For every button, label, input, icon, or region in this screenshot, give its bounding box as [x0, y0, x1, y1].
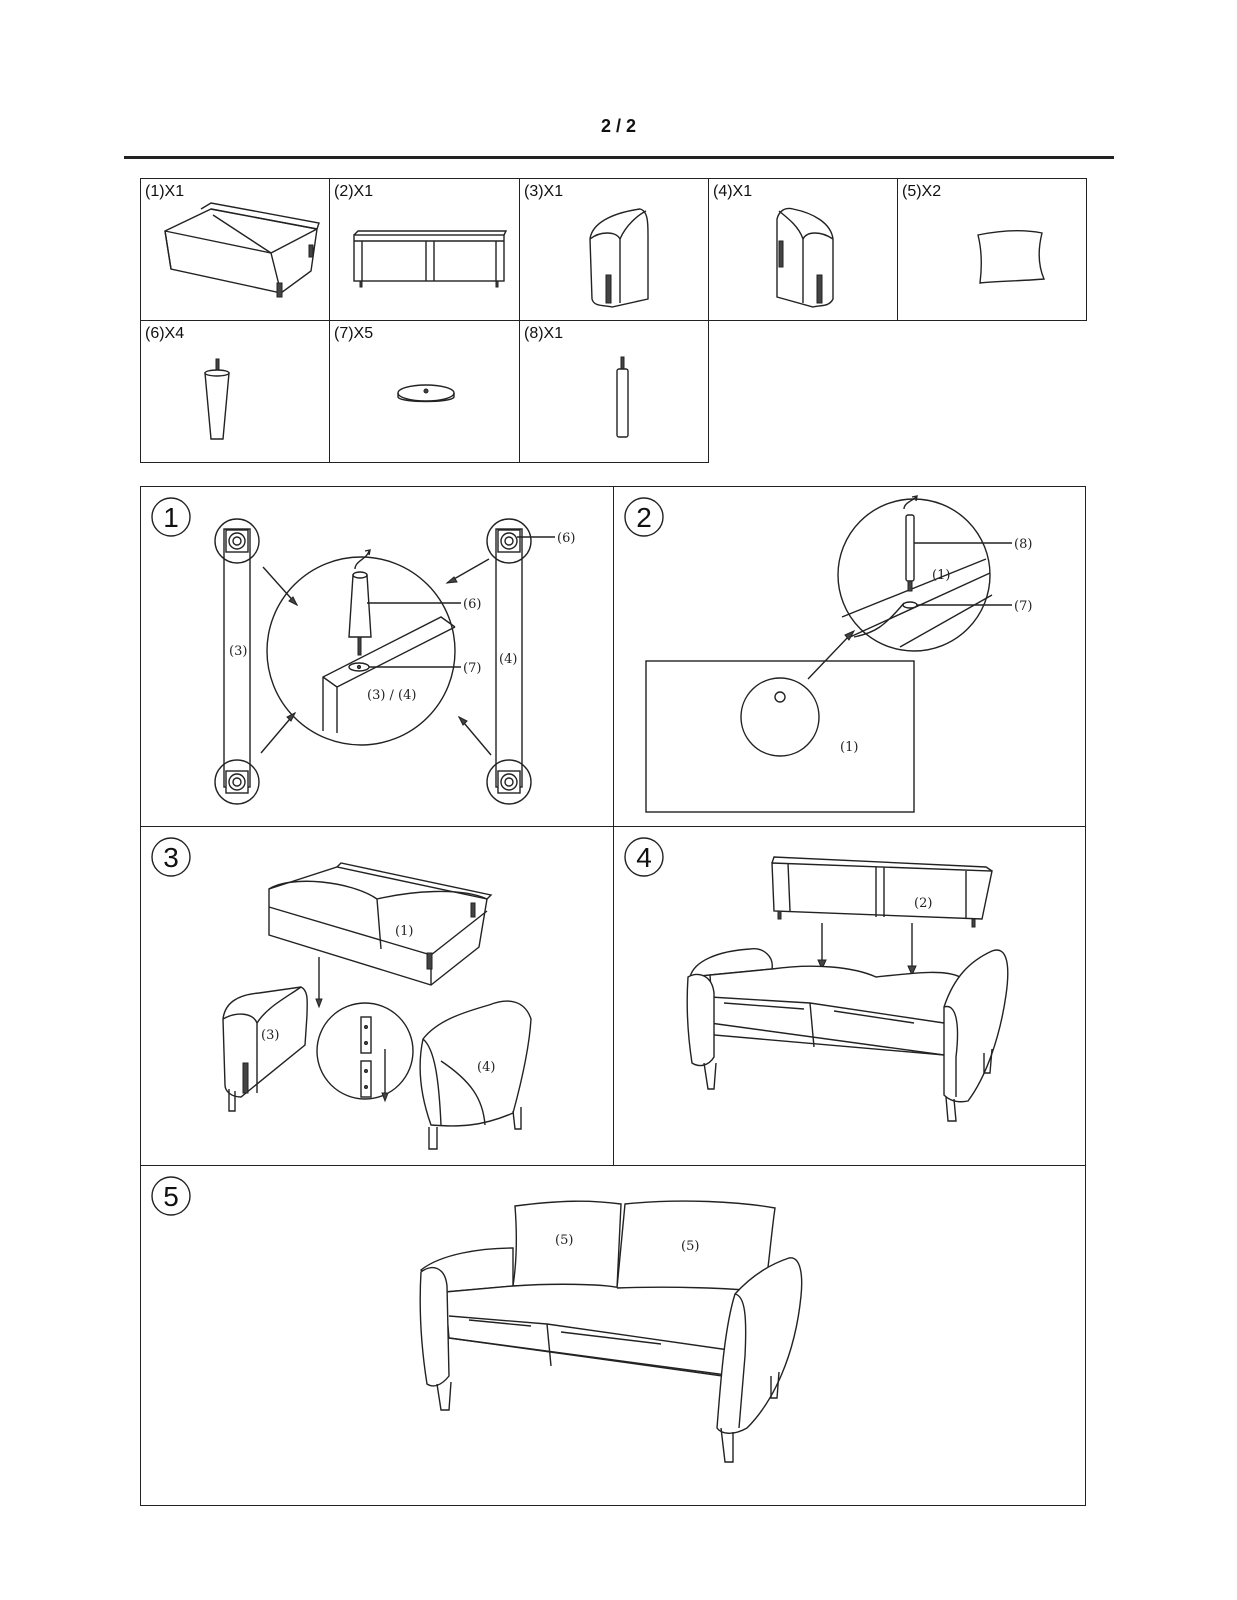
- label-leg: (6): [463, 597, 482, 612]
- washer-icon: [330, 321, 521, 464]
- label-leg-top: (6): [557, 531, 576, 546]
- part-cell-6: [140, 320, 330, 463]
- part-cell-3: [519, 178, 709, 321]
- part-cell-2: [329, 178, 520, 321]
- part-cell-8: [519, 320, 709, 463]
- cushion-icon: [898, 179, 1088, 322]
- part-label: (5)X2: [902, 183, 942, 200]
- label-arm-right: (4): [477, 1060, 496, 1075]
- label-center-leg: (8): [1014, 537, 1033, 552]
- step-5-panel: [140, 1165, 1086, 1506]
- header-rule: [124, 156, 1114, 159]
- part-label: (8)X1: [524, 325, 564, 342]
- step-3-panel: [140, 826, 614, 1166]
- label-washer: (7): [463, 661, 482, 676]
- part-label: (4)X1: [713, 183, 753, 200]
- label-base-detail: (1): [932, 568, 951, 583]
- label-arm-right: (4): [499, 652, 518, 667]
- part-label: (1)X1: [145, 183, 185, 200]
- step-2-diagram: [614, 487, 1087, 828]
- part-label: (6)X4: [145, 325, 185, 342]
- step-number: 4: [636, 842, 652, 873]
- label-arm-left: (3): [261, 1028, 280, 1043]
- step-1-diagram: [141, 487, 615, 828]
- part-cell-4: [708, 178, 898, 321]
- step-3-diagram: [141, 827, 615, 1167]
- label-backrest: (2): [914, 896, 933, 911]
- leg-icon: [141, 321, 331, 464]
- part-cell-5: [897, 178, 1087, 321]
- right-armrest-icon: [709, 179, 899, 322]
- label-base: (1): [395, 924, 414, 939]
- part-cell-1: [140, 178, 330, 321]
- page-number: 2 / 2: [600, 116, 637, 136]
- label-base: (1): [840, 740, 859, 755]
- label-arm-left: (3): [229, 644, 248, 659]
- label-washer: (7): [1014, 599, 1033, 614]
- step-1-panel: [140, 486, 614, 827]
- step-2-panel: [613, 486, 1086, 827]
- part-label: (2)X1: [334, 183, 374, 200]
- backrest-frame-icon: [330, 179, 521, 322]
- part-label: (3)X1: [524, 183, 564, 200]
- step-number: 5: [163, 1181, 179, 1212]
- step-4-diagram: [614, 827, 1087, 1167]
- left-armrest-icon: [520, 179, 710, 322]
- part-cell-7: [329, 320, 520, 463]
- label-arm-both: (3) / (4): [367, 688, 417, 703]
- label-cushion-right: (5): [681, 1239, 700, 1254]
- step-number: 1: [163, 502, 179, 533]
- step-number: 3: [163, 842, 179, 873]
- step-4-panel: [613, 826, 1086, 1166]
- step-number: 2: [636, 502, 652, 533]
- step-5-diagram: [141, 1166, 1087, 1507]
- seat-base-icon: [141, 179, 331, 322]
- label-cushion-left: (5): [555, 1233, 574, 1248]
- part-label: (7)X5: [334, 325, 374, 342]
- center-leg-icon: [520, 321, 710, 464]
